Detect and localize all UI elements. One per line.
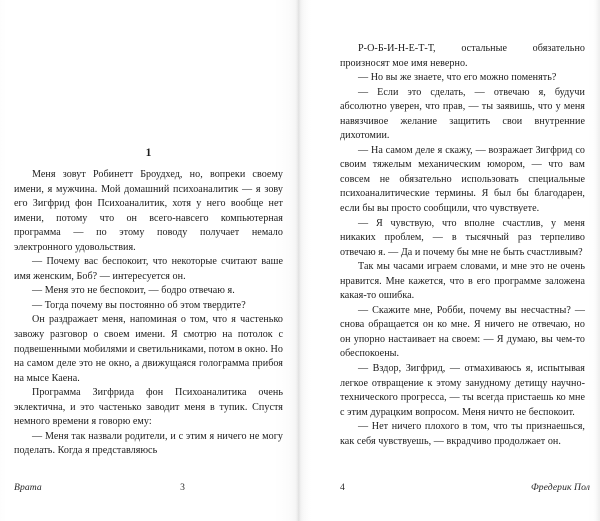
footer-page-number: 4 — [340, 482, 345, 493]
paragraph: — Тогда почему вы постоянно об этом твердите? — [32, 299, 246, 311]
paragraph: — Но вы же знаете, что его можно поменять? — [358, 72, 557, 84]
left-page-text-body — [14, 168, 283, 459]
chapter-number: 1 — [145, 147, 152, 159]
footer-book-title: Врата — [14, 482, 42, 493]
footer-page-number: 3 — [180, 482, 185, 493]
paragraph: — Вздор, Зигфрид, — отмахиваюсь я, испытывая легкое отвращение к этому занудному детищу научно-технического прогресса, — ты всегда пристаешь ко мне с этим дурацким вопросом. Меня ничто не беспокоит. — [340, 363, 585, 418]
paragraph: — Если это сделать, — отвечаю я, будучи абсолютно уверен, что прав, — ты заявишь, что у меня навязчивое желание защитить свои внутренние дихотомии. — [340, 86, 585, 142]
right-page-text-body — [340, 42, 585, 449]
paragraph: Программа Зигфрида фон Психоаналитика очень эклектична, и это частенько заводит меня в тупик. Спустя немного времени я говорю ему: — [14, 387, 283, 428]
paragraph: Так мы часами играем словами, и мне это не очень нравится. Мне кажется, что в его программе заложена какая-то ошибка. — [340, 261, 585, 302]
right-page — [298, 0, 600, 521]
right-page-footer — [340, 481, 590, 495]
paragraph: — Почему вас беспокоит, что некоторые считают ваше имя женским, Боб? — интересуется он. — [14, 256, 283, 282]
paragraph: — Меня это не беспокоит, — бодро отвечаю я. — [32, 285, 235, 297]
paragraph: Р-О-Б-И-Н-Е-Т-Т, остальные обязательно произносят мое имя неверно. — [340, 43, 585, 69]
paragraph: — Нет ничего плохого в том, что ты признаешься, как себя чувствуешь, — вкрадчиво продолжает он. — [340, 421, 585, 447]
paragraph: — Скажите мне, Робби, почему вы несчастны? — снова обращается он ко мне. Я ничего не отвечаю, но он упорно настаивает на своем: — Я думаю, вы чем-то обеспокоены. — [340, 304, 585, 360]
paragraph: Он раздражает меня, напоминая о том, что я частенько завожу разговор о своем имени. Я смотрю на потолок с подвешенными мобилями и светильниками, потом в окно. Но на самом деле это не окно, а движущаяся голограмма прибоя на мысе Каена. — [14, 314, 283, 384]
paragraph: — Я чувствую, что вполне счастлив, у меня никаких проблем, — в тысячный раз терпеливо отвечаю я. — Да и почему бы мне не быть счастливым? — [340, 217, 585, 258]
left-page-footer — [14, 481, 283, 495]
left-page — [0, 0, 298, 521]
paragraph: Меня зовут Робинетт Броудхед, но, вопреки своему имени, я мужчина. Мой домашний психоаналитик — я зову его Зигфрид фон Психоаналитик, хотя у него вообще нет имени, потому что он всего-навсего компьютерная программа — по этому поводу получает немало электронного удовольствия. — [14, 169, 283, 253]
paragraph: — Меня так назвали родители, и с этим я ничего не могу поделать. Когда я представляюсь — [14, 430, 283, 457]
paragraph: — На самом деле я скажу, — возражает Зигфрид со своим тяжелым механическим юмором, — что вам совсем не обязательно использовать специальные психоаналитические термины. Я был бы благодарен, если бы вы просто сообщили, что чувствуете. — [340, 144, 585, 215]
footer-author-name: Фредерик Пол — [530, 482, 590, 493]
